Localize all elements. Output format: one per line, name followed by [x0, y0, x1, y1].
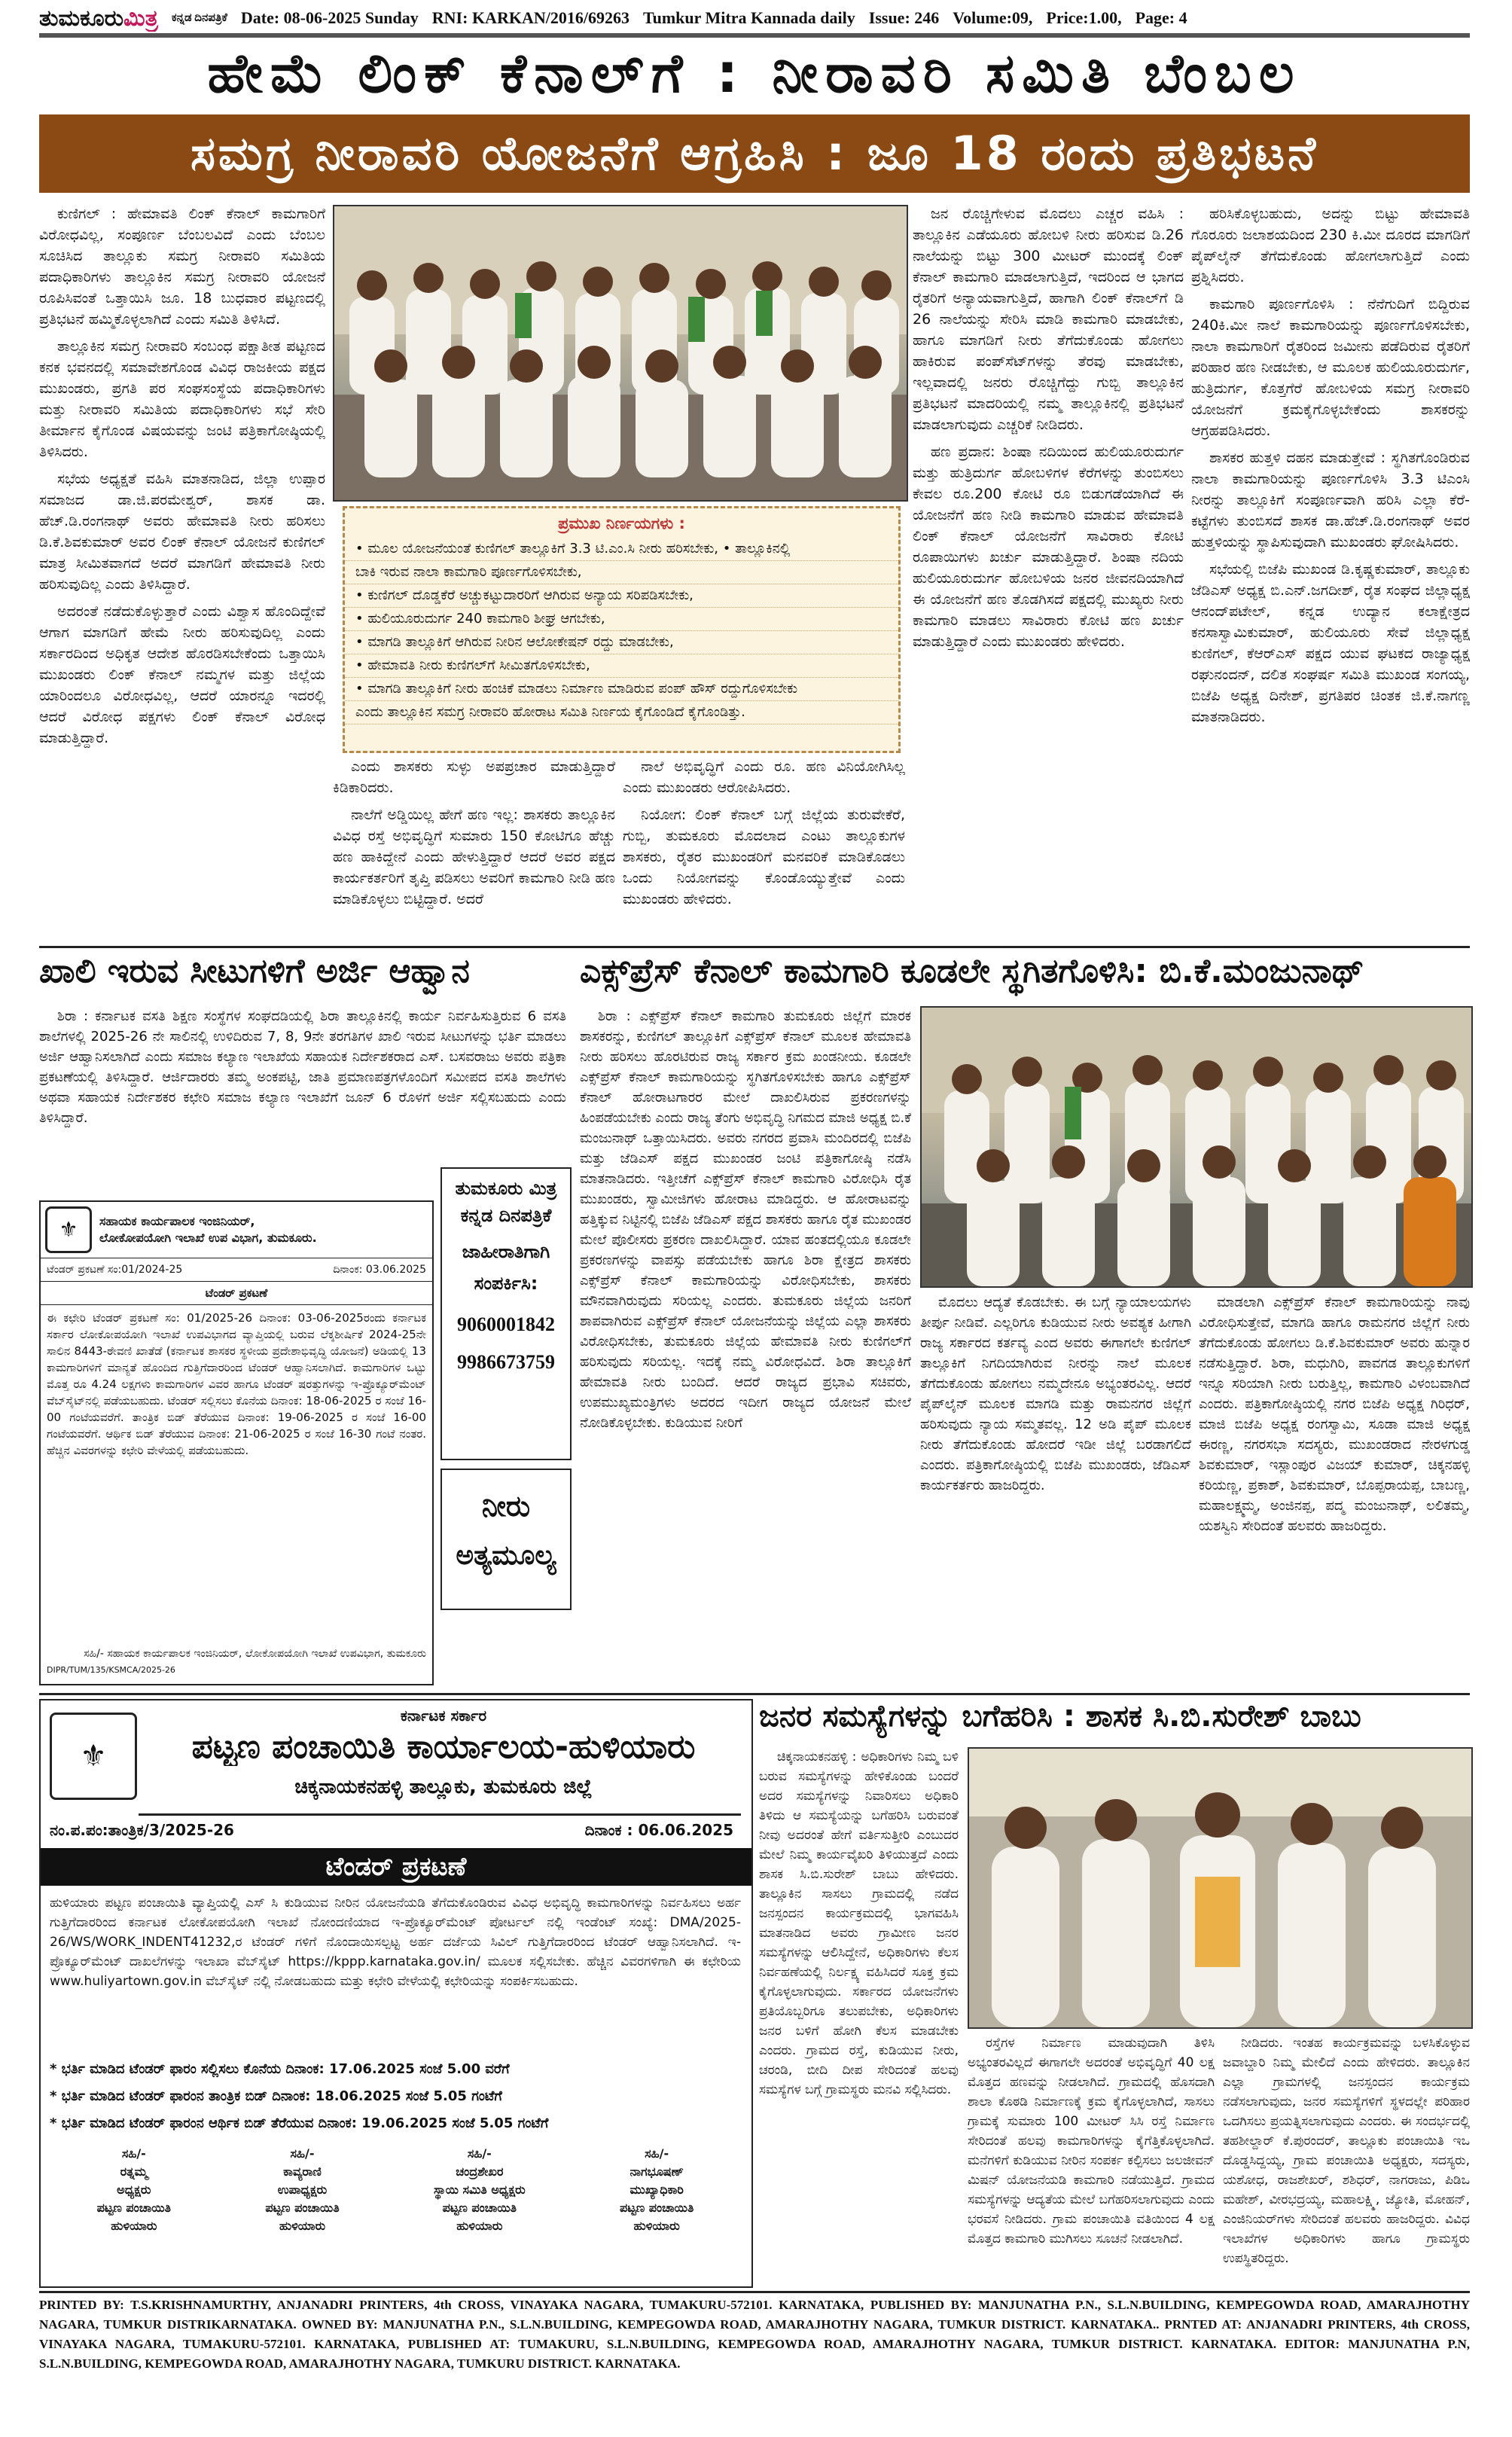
- paragraph: ಎಂದು ಶಾಸಕರು ಸುಳ್ಳು ಅಪಪ್ರಚಾರ ಮಾಡುತ್ತಿದ್ದಾರೆ ಕಿಡಿಕಾರಿದರು.: [333, 758, 615, 796]
- event-photo-figures: [969, 1749, 1471, 2027]
- paragraph: ನಿಯೋಗ: ಲಿಂಕ್ ಕೆನಾಲ್ ಬಗ್ಗೆ ಜಿಲ್ಲೆಯ ತುರುವೇಕೆರೆ, ಗುಬ್ಬಿ, ತುಮಕೂರು ಮೊದಲಾದ ಎಂಟು ತಾಲ್ಲೂಕುಗಳ ಶಾಸಕರು, ರೈತರ ಮುಖಂಡರಿಗೆ ಮನವರಿಕೆ ಮಾಡಿಕೊಡಲು ಒಂದು ನಿಯೋಗವನ್ನು ಕೊಂಡೊಯ್ಯುತ್ತೇವೆ ಎಂದು ಮುಖಂಡರು ಹೇಳಿದರು.: [623, 807, 905, 907]
- paragraph: ಶಿರಾ : ಎಕ್ಸ್‌ಪ್ರೆಸ್ ಕೆನಾಲ್ ಕಾಮಗಾರಿ ತುಮಕೂರು ಜಿಲ್ಲೆಗೆ ಮಾರಕ ಶಾಸಕರನ್ನು, ಕುಣಿಗಲ್ ತಾಲ್ಲೂಕಿಗೆ ಎಕ್ಸ್‌ಪ್ರೆಸ್ ಕೆನಾಲ್ ಮೂಲಕ ಹೇಮಾವತಿ ನೀರು ಹರಿಸಲು ಹೊರಟಿರುವ ರಾಜ್ಯ ಸರ್ಕಾರ ಕ್ರಮ ಖಂಡನೀಯ. ಕೂಡಲೇ ಎಕ್ಸ್‌ಪ್ರೆಸ್ ಕೆನಾಲ್ ಕಾಮಗಾರಿಯನ್ನು ಸ್ಥಗಿತಗೊಳಿಸಬೇಕು ಹಾಗೂ ಎಕ್ಸ್‌ಪ್ರೆಸ್ ಕೆನಾಲ್ ಹೋರಾಟಗಾರರ ಮೇಲೆ ದಾಖಲಿಸಿರುವ ಪ್ರಕರಣಗಳನ್ನು ಹಿಂಪಡೆಯಬೇಕು ಎಂದು ರಾಜ್ಯ ತೆಂಗು ಅಭಿವೃದ್ಧಿ ನಿಗಮದ ಮಾಜಿ ಅಧ್ಯಕ್ಷ ಬಿ.ಕೆ ಮಂಜುನಾಥ್ ಒತ್ತಾಯಿಸಿದರು. ಅವರು ನಗರದ ಪ್ರವಾಸಿ ಮಂದಿರದಲ್ಲಿ ಬಿಜೆಪಿ ಮತ್ತು ಜೆಡಿಎಸ್ ಪಕ್ಷದ ಮುಖಂಡರ ಜಂಟಿ ಪತ್ರಿಕಾಗೋಷ್ಠಿ ನಡೆಸಿ ಮಾತನಾಡಿದರು. ಇತ್ತೀಚೆಗೆ ಎಕ್ಸ್‌ಪ್ರೆಸ್ ಕೆನಾಲ್ ಕಾಮಗಾರಿ ವಿರೋಧಿಸಿ ರೈತ ಮುಖಂಡರು, ಸ್ವಾಮೀಜಿಗಳು ಹೋರಾಟ ಮಾಡಿದ್ದರು. ಆ ಹೋರಾಟವನ್ನು ಹತ್ತಿಕ್ಕುವ ನಿಟ್ಟಿನಲ್ಲಿ ಬಿಜೆಪಿ ಜೆಡಿಎಸ್ ಪಕ್ಷದ ಶಾಸಕರು ಹಾಗೂ ರೈತ ಮುಖಂಡರ ಮೇಲೆ ಪೊಲೀಸರು ಪ್ರಕರಣ ದಾಖಲಿಸಿದ್ದಾರೆ. ಯಾವ ಹಂತದಲ್ಲಿಯೂ ಕೂಡಲೇ ಪ್ರಕರಣಗಳನ್ನು ವಾಪಸ್ಸು ಪಡೆಯಬೇಕು ಹಾಗೂ ಶಿರಾ ಕ್ಷೇತ್ರದ ಶಾಸಕರು ಎಕ್ಸ್‌ಪ್ರೆಸ್ ಕೆನಾಲ್ ಕಾಮಗಾರಿಯನ್ನು ವಿರೋಧಿಸಬೇಕು, ಶಾಸಕರು ಮೌನವಾಗಿರುವುದು ಸರಿಯಲ್ಲ ಎಂದರು. ತುಮಕೂರು ಜಿಲ್ಲೆಯ ಜನರಿಗೆ ಶಾಪವಾಗಿರುವ ಎಕ್ಸ್‌ಪ್ರೆಸ್ ಕೆನಾಲ್ ಯೋಜನೆಯನ್ನು ಜಿಲ್ಲೆಯ ಎಲ್ಲಾ ಶಾಸಕರು ವಿರೋಧಿಸಬೇಕು, ತುಮಕೂರು ಜಿಲ್ಲೆಯ ಹೇಮಾವತಿ ನೀರು ಕುಣಿಗಲ್‌ಗೆ ಹರಿಸುವುದು ಸರಿಯಲ್ಲ. ಇದಕ್ಕೆ ನಮ್ಮ ವಿರೋಧವಿದೆ. ಶಿರಾ ತಾಲ್ಲೂಕಿಗೆ ಹೇಮಾವತಿ ನೀರು ಬಂದಿದೆ. ಆದರೆ ರಾಜ್ಯದ ಪ್ರಭಾವಿ ಸಚಿವರು, ಉಪಮುಖ್ಯಮಂತ್ರಿಗಳು ಅದರದ ಇದೀಗ ರಾಜ್ಯದ ಯೋಜನೆ ಮೇಲೆ ನೋಡಿಕೊಳ್ಳಬೇಕು. ಕುಡಿಯುವ ನೀರಿಗೆ: [580, 1008, 911, 1431]
- masthead-date: Date: 08-06-2025 Sunday: [240, 8, 419, 27]
- lead-column-5: [1191, 203, 1470, 941]
- paragraph: ರಸ್ತೆಗಳ ನಿರ್ಮಾಣ ಮಾಡುವುದಾಗಿ ತಿಳಿಸಿ ಅಭ್ಯಂತರವಿಲ್ಲದೆ ಈಗಾಗಲೇ ಅದರಂತೆ ಅಭಿವೃದ್ಧಿಗೆ 40 ಲಕ್ಷ ಮೊತ್ತದ ಹಣವನ್ನು ನೀಡಲಾಗಿದೆ. ಗ್ರಾಮದಲ್ಲಿ ಹೊಸದಾಗಿ ಶಾಲಾ ಕೊಠಡಿ ನಿರ್ಮಾಣಕ್ಕೆ ಕ್ರಮ ಕೈಗೊಳ್ಳಲಾಗಿದೆ, ಸಾಸಲು ಗ್ರಾಮಕ್ಕೆ ಸುಮಾರು 100 ಮೀಟರ್ ಸಿಸಿ ರಸ್ತೆ ನಿರ್ಮಾಣ ಸೇರಿದಂತೆ ಹಲವು ಕಾಮಗಾರಿಗಳನ್ನು ಕೈಗೆತ್ತಿಕೊಳ್ಳಲಾಗಿದೆ. ಮನೆಗಳಿಗೆ ಕುಡಿಯುವ ನೀರಿನ ಸಂಪರ್ಕ ಕಲ್ಪಿಸಲು ಜಲಜೀವನ್ ಮಿಷನ್ ಯೋಜನೆಯಡಿ ಕಾಮಗಾರಿ ನಡೆಯುತ್ತಿದೆ. ಗ್ರಾಮದ ಸಮಸ್ಯೆಗಳನ್ನು ಆದ್ಯತೆಯ ಮೇಲೆ ಬಗೆಹರಿಸಲಾಗುವುದು ಎಂದು ಭರವಸೆ ನೀಡಿದರು. ಗ್ರಾಮ ಪಂಚಾಯಿತಿ ವತಿಯಿಂದ 4 ಲಕ್ಷ ಮೊತ್ತದ ಕಾಮಗಾರಿ ಮುಗಿಸಲು ಸೂಚನೆ ನೀಡಲಾಗಿದೆ.: [968, 2036, 1215, 2246]
- tender-date: ದಿನಾಂಕ : 06.06.2025: [584, 1821, 733, 1839]
- masthead-issue: Issue: 246: [868, 8, 940, 27]
- signatory: ಸಹಿ/- ಕಾವ್ಯರಾಣಿ ಉಪಾಧ್ಯಕ್ಷರು ಪಟ್ಟಣ ಪಂಚಾಯಿತಿ ಹುಳಿಯಾರು: [265, 2146, 340, 2233]
- decision-item: ಬಾಕಿ ಇರುವ ನಾಲಾ ಕಾಮಗಾರಿ ಪೂರ್ಣಗೊಳಿಸಬೇಕು,: [345, 561, 898, 584]
- lead-column-1: [39, 203, 325, 941]
- notice-title: ಟೆಂಡರ್ ಪ್ರಕಟಣೆ: [41, 1282, 432, 1305]
- masthead-rule: [39, 33, 1470, 38]
- ad-phone-2: 9986673759: [457, 1351, 555, 1373]
- tender-date-line: * ಭರ್ತಿ ಮಾಡಿದ ಟೆಂಡರ್ ಫಾರಂನ ತಾಂತ್ರಿಕ ಬಿಡ್ ದಿನಾಂಕ: 18.06.2025 ಸಂಜೆ 5.05 ಗಂಟೆಗೆ: [50, 2088, 502, 2104]
- lead-column-4: [913, 203, 1184, 941]
- notice-department: ಲೋಕೋಪಯೋಗಿ ಇಲಾಖೆ ಉಪ ವಿಭಾಗ, ತುಮಕೂರು.: [99, 1231, 317, 1245]
- paragraph: ಸಭೆಯ ಅಧ್ಯಕ್ಷತೆ ವಹಿಸಿ ಮಾತನಾಡಿದ, ಜಿಲ್ಲಾ ಉಪ್ಪಾರ ಸಮಾಜದ ಡಾ.ಜಿ.ಪರಮೇಶ್ವರ್, ಶಾಸಕ ಡಾ. ಹೆಚ್.ಡಿ.ರಂಗನಾಥ್ ಅವರು ಹೇಮಾವತಿ ನೀರು ಹರಿಸಲು ಡಿ.ಕೆ.ಶಿವಕುಮಾರ್ ಅವರ ಲಿಂಕ್ ಕೆನಾಲ್ ಯೋಜನೆ ಕುಣಿಗಲ್ ಮಾತ್ರ ಸೀಮಿತವಾಗದೆ ಅದರೆ ಮಾಗಡಿಗೆ ಹೇಮಾವತಿ ನೀರು ಹರಿಸುವುದಿಲ್ಲ ಎಂದು ತಿಳಿಸಿದ್ದಾರೆ.: [39, 471, 325, 593]
- paragraph: ನಾಲೆಗೆ ಅಡ್ಡಿಯಿಲ್ಲ ಹೇಗೆ ಹಣ ಇಲ್ಲ: ಶಾಸಕರು ತಾಲ್ಲೂಕಿನ ವಿವಿಧ ರಸ್ತೆ ಅಭಿವೃದ್ಧಿಗೆ ಸುಮಾರು 150 ಕೋಟಿಗೂ ಹೆಚ್ಚು ಹಣ ಹಾಕಿದ್ದೇನೆ ಎಂದು ಹೇಳುತ್ತಿದ್ದಾರೆ ಆದರೆ ಅವರ ಪಕ್ಷದ ಕಾರ್ಯಕರ್ತರಿಗೆ ತೃಪ್ತಿ ಪಡಿಸಲು ಅವರಿಗೆ ಕಾಮಗಾರಿ ನೀಡಿ ಹಣ ಮಾಡಿಕೊಳ್ಳಲು ಬಿಟ್ಟಿದ್ದಾರೆ. ಅದರೆ: [333, 807, 615, 907]
- section-divider: [39, 1693, 1470, 1695]
- paragraph: ಅದರಂತೆ ನಡೆದುಕೊಳ್ಳುತ್ತಾರೆ ಎಂದು ವಿಶ್ವಾಸ ಹೊಂದಿದ್ದೇವೆ ಆಗಾಗ ಮಾಗಡಿಗೆ ಹೇಮೆ ನೀರು ಹರಿಸುವುದಿಲ್ಲ ಎಂದು ಸರ್ಕಾರದಿಂದ ಅಧಿಕೃತ ಆದೇಶ ಹೊರಡಿಸಬೇಕೆಂದು ಒತ್ತಾಯಿಸಿ ಮುಖಂಡರು ಲಿಂಕ್ ಕೆನಾಲ್ ನಮ್ಮಗಳ ಮತ್ತು ಜಿಲ್ಲೆಯ ಯಾರಿಂದಲೂ ವಿರೋಧವಿಲ್ಲ, ಆದರೆ ಯಾರನ್ನೂ ಇದರಲ್ಲಿ ಆದರೆ ವಿರೋಧ ಪಕ್ಷಗಳು ಲಿಂಕ್ ಕೆನಾಲ್ ವಿರೋಧ ಮಾಡುತ್ತಿದ್ದಾರೆ.: [39, 603, 325, 746]
- lead-banner: ಸಮಗ್ರ ನೀರಾವರಿ ಯೋಜನೆಗೆ ಆಗ್ರಹಿಸಿ : ಜೂ 18 ರಂದು ಪ್ರತಿಭಟನೆ: [39, 114, 1470, 193]
- lead-headline: ಹೇಮೆ ಲಿಂಕ್ ಕೆನಾಲ್‌ಗೆ : ನೀರಾವರಿ ಸಮಿತಿ ಬೆಂಬಲ: [207, 41, 1302, 105]
- decision-item: • ಮೂಲ ಯೋಜನೆಯಂತೆ ಕುಣಿಗಲ್ ತಾಲ್ಲೂಕಿಗೆ 3.3 ಟಿ.ಎಂ.ಸಿ ನೀರು ಹರಿಸಬೇಕು, • ತಾಲ್ಲೂಕಿನಲ್ಲಿ: [345, 538, 898, 561]
- express-photo-figures: [922, 1008, 1471, 1286]
- notice-signature: ಸಹಿ/- ಸಹಾಯಕ ಕಾರ್ಯಪಾಲಕ ಇಂಜಿನಿಯರ್, ಲೋಕೋಪಯೋಗಿ ಇಲಾಖೆ ಉಪವಿಭಾಗ, ತುಮಕೂರು: [84, 1648, 426, 1660]
- paragraph: ಕಾಮಗಾರಿ ಪೂರ್ಣಗೊಳಿಸಿ : ನೆನೆಗುದಿಗೆ ಬಿದ್ದಿರುವ 240ಕಿ.ಮೀ ನಾಲೆ ಕಾಮಗಾರಿಯನ್ನು ಪೂರ್ಣಗೊಳಿಸಬೇಕು, ನಾಲಾ ಕಾಮಗಾರಿಗೆ ರೈತರಿಂದ ಜಮೀನು ಪಡೆದಿರುವ ರೈತರಿಗೆ ಪರಿಹಾರ ಹಣ ನೀಡಬೇಕು, ಆ ಮೂಲಕ ಹುಲಿಯೂರುದುರ್ಗ, ಹುತ್ರಿದುರ್ಗ, ಕೊತ್ತಗೆರೆ ಹೋಬಳಿಯ ಸಮಗ್ರ ನೀರಾವರಿ ಯೋಜನೆಗೆ ಕ್ರಮಕೈಗೊಳ್ಳಬೇಕೆಂದು ಶಾಸಕರನ್ನು ಆಗ್ರಹಪಡಿಸಿದರು.: [1191, 296, 1470, 439]
- suresh-headline: ಜನರ ಸಮಸ್ಯೆಗಳನ್ನು ಬಗೆಹರಿಸಿ : ಶಾಸಕ ಸಿ.ಬಿ.ಸುರೇಶ್ ಬಾಬು: [759, 1699, 1361, 1734]
- ad-paper-name: ತುಮಕೂರು ಮಿತ್ರ: [455, 1178, 557, 1199]
- seats-body: [39, 1006, 566, 1194]
- masthead-rni: RNI: KARKAN/2016/69263: [431, 8, 629, 27]
- paragraph: ಸಭೆಯಲ್ಲಿ ಬಿಜೆಪಿ ಮುಖಂಡ ಡಿ.ಕೃಷ್ಣಕುಮಾರ್, ತಾಲ್ಲೂಕು ಜೆಡಿಎಸ್ ಅಧ್ಯಕ್ಷ ಬಿ.ಎನ್.ಜಗದೀಶ್, ರೈತ ಸಂಘದ ಜಿಲ್ಲಾಧ್ಯಕ್ಷ ಆನಂದ್‌ಪಟೇಲ್, ಕನ್ನಡ ಉದ್ಯಾನ ಕಲಾಕ್ಷೇತ್ರದ ಕನಸಾಸ್ವಾಮಿಕುಮಾರ್, ಹುಲಿಯೂರು ಸೇವೆ ಜಿಲ್ಲಾಧ್ಯಕ್ಷ ಕುಣಿಗಲ್, ಕೆಆರ್‌ಎಸ್ ಪಕ್ಷದ ಯುವ ಘಟಕದ ರಾಜ್ಯಾಧ್ಯಕ್ಷ ರಘುನಂದನ್, ದಲಿತ ಸಂಘರ್ಷ ಸಮಿತಿ ಮುಖಂಡ ಸಂಗಯ್ಯ, ಬಿಜೆಪಿ ಅಧ್ಯಕ್ಷ ದಿನೇಶ್, ಪ್ರಗತಿಪರ ಚಿಂತಕ ಜಿ.ಕೆ.ನಾಗಣ್ಣ ಮಾತನಾಡಿದರು.: [1191, 561, 1470, 725]
- lead-group-photo: [333, 205, 908, 502]
- notice-office: ಸಹಾಯಕ ಕಾರ್ಯಪಾಲಕ ಇಂಜಿನಿಯರ್,: [99, 1214, 255, 1228]
- lead-column-2: [333, 756, 615, 941]
- lead-column-3: [623, 756, 905, 941]
- tender-date-line: * ಭರ್ತಿ ಮಾಡಿದ ಟೆಂಡರ್ ಫಾರಂನ ಆರ್ಥಿಕ ಬಿಡ್ ತೆರೆಯುವ ದಿನಾಂಕ: 19.06.2025 ಸಂಜೆ 5.05 ಗಂಟೆಗೆ: [50, 2115, 549, 2131]
- paragraph: ಕುಣಿಗಲ್ : ಹೇಮಾವತಿ ಲಿಂಕ್ ಕೆನಾಲ್ ಕಾಮಗಾರಿಗೆ ವಿರೋಧವಿಲ್ಲ, ಸಂಪೂರ್ಣ ಬೆಂಬಲವಿದೆ ಎಂದು ಬೆಂಬಲ ಸೂಚಿಸಿದ ತಾಲ್ಲೂಕು ಸಮಗ್ರ ನೀರಾವರಿ ಸಮಿತಿಯ ಪದಾಧಿಕಾರಿಗಳು ತಾಲ್ಲೂಕಿನ ಸಮಗ್ರ ನೀರಾವರಿ ಯೋಜನೆ ರೂಪಿಸಿವಂತೆ ಒತ್ತಾಯಿಸಿ ಜೂ. 18 ಬುಧವಾರ ಪಟ್ಟಣದಲ್ಲಿ ಪ್ರತಿಭಟನೆ ಹಮ್ಮಿಕೊಳ್ಳಲಾಗಿದೆ ಎಂದು ಸಮಿತಿ ತಿಳಿಸಿದೆ.: [39, 206, 325, 328]
- slogan-line-1: ನೀರು: [481, 1490, 531, 1523]
- suresh-column-3: [1223, 2033, 1470, 2288]
- express-column-2: [920, 1292, 1191, 1759]
- notice-ref: ಟೆಂಡರ್ ಪ್ರಕಟಣೆ ಸಂ:01/2024-25: [47, 1264, 183, 1276]
- decision-item: ಎಂದು ತಾಲ್ಲೂಕಿನ ಸಮಗ್ರ ನೀರಾವರಿ ಹೋರಾಟ ಸಮಿತಿ ನಿರ್ಣಯ ಕೈಗೊಂಡಿದೆ ಕೈಗೊಂಡಿತ್ತು.: [345, 701, 898, 724]
- paragraph: ಜನ ರೊಚ್ಚಿಗೇಳುವ ಮೊದಲು ಎಚ್ಚರ ವಹಿಸಿ : ತಾಲ್ಲೂಕಿನ ಎಡೆಯೂರು ಹೋಬಳಿ ನೀರು ಹರಿಸುವ ಡಿ.26 ನಾಲೆಯನ್ನು ಬಿಟ್ಟು 300 ಮೀಟರ್ ಮುಂದಕ್ಕೆ ಲಿಂಕ್ ಕೆನಾಲ್ ಕಾಮಗಾರಿ ಮಾಡಲಾಗುತ್ತಿದೆ, ಇದರಿಂದ ಆ ಭಾಗದ ರೈತರಿಗೆ ಅನ್ಯಾಯವಾಗುತ್ತಿದೆ, ಹಾಗಾಗಿ ಲಿಂಕ್ ಕೆನಾಲ್‌ಗೆ ಡಿ 26 ನಾಲೆಯನ್ನು ಸೇರಿಸಿ ಮಾಡಿ ಕಾಮಗಾರಿ ಮಾಡಬೇಕು, ಹಾಗೂ ಮಾಗಡಿಗೆ ನೀರು ತೆಗೆದುಕೊಂಡು ಹೋಗಲು ಹಾಕಿರುವ ಪಂಪ್‌ಸೆಟ್‌ಗಳನ್ನು ತೆರವು ಮಾಡಬೇಕು, ಇಲ್ಲವಾದಲ್ಲಿ ಜನರು ರೊಚ್ಚಿಗೆದ್ದು ಗುಬ್ಬಿ ತಾಲ್ಲೂಕಿನ ಪ್ರತಿಭಟನೆ ಮಾದರಿಯಲ್ಲಿ ನಮ್ಮ ತಾಲ್ಲೂಕಿನಲ್ಲಿ ಪ್ರತಿಭಟನೆ ಮಾಡಲಾಗುವುದು ಎಚ್ಚರಿಕೆ ನೀಡಿದರು.: [913, 206, 1184, 433]
- masthead: [39, 5, 1470, 32]
- paragraph: ತಾಲ್ಲೂಕಿನ ಸಮಗ್ರ ನೀರಾವರಿ ಸಂಬಂಧ ಪಕ್ಷಾತೀತ ಪಟ್ಟಣದ ಕನಕ ಭವನದಲ್ಲಿ ಸಮಾವೇಶಗೊಂಡ ವಿವಿಧ ರಾಜಕೀಯ ಪಕ್ಷದ ಮುಖಂಡರು, ಪ್ರಗತಿ ಪರ ಸಂಘಸಂಸ್ಥೆಯ ಪದಾಧಿಕಾರಿಗಳು ಮತ್ತು ನೀರಾವರಿ ಸಮಿತಿಯ ಪದಾಧಿಕಾರಿಗಳು ಸಭೆ ಸೇರಿ ತೀರ್ಮಾನ ಕೈಗೊಂಡ ವಿಷಯವನ್ನು ಜಂಟಿ ಪತ್ರಿಕಾಗೋಷ್ಠಿಯಲ್ಲಿ ತಿಳಿಸಿದರು.: [39, 338, 325, 460]
- decisions-title: ಪ್ರಮುಖ ನಿರ್ಣಯಗಳು :: [558, 514, 685, 532]
- masthead-logo: ತುಮಕೂರುಮಿತ್ರ: [39, 5, 158, 32]
- tender-title: ಟೆಂಡರ್ ಪ್ರಕಟಣೆ: [41, 1848, 751, 1886]
- ad-label: ಜಾಹೀರಾತಿಗಾಗಿ: [462, 1241, 550, 1262]
- huliyar-tender-notice: [39, 1699, 753, 2288]
- group-photo-figures: [334, 206, 907, 500]
- masthead-paper: Tumkur Mitra Kannada daily: [642, 8, 855, 27]
- masthead-price: Price:1.00,: [1046, 8, 1122, 27]
- section-divider: [39, 946, 1470, 948]
- signatory: ಸಹಿ/- ರತ್ನಮ್ಮ ಅಧ್ಯಕ್ಷರು ಪಟ್ಟಣ ಪಂಚಾಯಿತಿ ಹುಳಿಯಾರು: [96, 2146, 172, 2233]
- tender-office: ಪಟ್ಟಣ ಪಂಚಾಯಿತಿ ಕಾರ್ಯಾಲಯ-ಹುಳಿಯಾರು: [191, 1728, 696, 1766]
- notice-code: DIPR/TUM/135/KSMCA/2025-26: [47, 1665, 175, 1675]
- decision-item: • ಮಾಗಡಿ ತಾಲ್ಲೂಕಿಗೆ ನೀರು ಹಂಚಿಕೆ ಮಾಡಲು ನಿರ್ಮಾಣ ಮಾಡಿರುವ ಪಂಪ್ ಹೌಸ್ ರದ್ದುಗೊಳಿಸಬೇಕು: [345, 678, 898, 701]
- notice-body: ಈ ಕಛೇರಿ ಟೆಂಡರ್ ಪ್ರಕಟಣೆ ಸಂ: 01/2025-26 ದಿನಾಂಕ: 03-06-2025ರಂದು ಕರ್ನಾಟಕ ಸರ್ಕಾರ ಲೋಕೋಪಯೋಗಿ ಇಲಾಖೆ ಉಪವಿಭಾಗದ ವ್ಯಾಪ್ತಿಯಲ್ಲಿ ಬರುವ ಲೆಕ್ಕಶೀರ್ಷಿಕೆ 2024-25ನೇ ಸಾಲಿನ 8443-ಠೇವಣಿ ಖಾತೆಡೆ (ಕರ್ನಾಟಕ ಶಾಸಕರ ಸ್ಥಳೀಯ ಪ್ರದೇಶಾಭಿವೃದ್ಧಿ ಯೋಜನೆ) ಅಡಿಯಲ್ಲಿ 13 ಕಾಮಗಾರಿಗಳಿಗೆ ಮಾನ್ಯತೆ ಹೊಂದಿದ ಗುತ್ತಿಗೆದಾರರಿಂದ ಟೆಂಡರ್ ಆಹ್ವಾನಿಸಲಾಗಿದೆ. ಕಾಮಗಾರಿಗಳ ಒಟ್ಟು ಮೊತ್ತ ರೂ 4.24 ಲಕ್ಷಗಳು ಕಾಮಗಾರಿಗಳ ವಿವರ ಹಾಗೂ ಟೆಂಡರ್ ಷರತ್ತುಗಳನ್ನು ಇ-ಪ್ರೊಕ್ಯೂರ್‌ಮೆಂಟ್ ವೆಬ್‌ಸೈಟ್‌ನಲ್ಲಿ ಪಡೆಯಬಹುದು. ಟೆಂಡರ್ ಸಲ್ಲಿಸಲು ಕೊನೆಯ ದಿನಾಂಕ: 18-06-2025 ರ ಸಂಜೆ 16-00 ಗಂಟೆಯವರೆಗೆ. ತಾಂತ್ರಿಕ ಬಿಡ್ ತೆರೆಯುವ ದಿನಾಂಕ: 19-06-2025 ರ ಸಂಜೆ 16-00 ಗಂಟೆಯವರೆಗೆ. ಆರ್ಥಿಕ ಬಿಡ್ ತೆರೆಯುವ ದಿನಾಂಕ: 21-06-2025 ರ ಸಂಜೆ 16-30 ಗಂಟೆ ನಂತರ. ಹೆಚ್ಚಿನ ವಿವರಗಳನ್ನು ಕಛೇರಿ ವೇಳೆಯಲ್ಲಿ ಪಡೆಯಬಹುದು.: [47, 1311, 426, 1457]
- government-seal-icon: ⚜: [45, 1206, 92, 1253]
- decision-item: • ಕುಣಿಗಲ್ ದೊಡ್ಡಕೆರೆ ಅಚ್ಚುಕಟ್ಟುದಾರರಿಗೆ ಆಗಿರುವ ಅನ್ಯಾಯ ಸರಿಪಡಿಸಬೇಕು,: [345, 584, 898, 608]
- paragraph: ಮೊದಲು ಆದ್ಯತೆ ಕೊಡಬೇಕು. ಈ ಬಗ್ಗೆ ನ್ಯಾಯಾಲಯಗಳು ತೀರ್ಪು ನೀಡಿವೆ. ಎಲ್ಲರಿಗೂ ಕುಡಿಯುವ ನೀರು ಅವಶ್ಯಕ ಹೀಗಾಗಿ ರಾಜ್ಯ ಸರ್ಕಾರದ ಕರ್ತವ್ಯ ಎಂದ ಅವರು ಈಗಾಗಲೇ ಕುಣಿಗಲ್ ತಾಲ್ಲೂಕಿಗೆ ನಿಗದಿಯಾಗಿರುವ ನೀರನ್ನು ನಾಲೆ ಮೂಲಕ ತೆಗೆದುಕೊಂಡು ಹೋಗಲು ನಮ್ಮದೇನೂ ಅಭ್ಯಂತರವಿಲ್ಲ. ಆದರೆ ಪೈಪ್‌ಲೈನ್ ಮೂಲಕ ಮಾಗಡಿ ಮತ್ತು ರಾಮನಗರ ಜಿಲ್ಲೆಗೆ ಹರಿಸುವುದು ನ್ಯಾಯ ಸಮ್ಮತವಲ್ಲ. 12 ಅಡಿ ಪೈಪ್ ಮೂಲಕ ನೀರು ತೆಗೆದುಕೊಂಡು ಹೋದರೆ ಇಡೀ ಜಿಲ್ಲೆ ಬರಡಾಗಲಿದೆ ಎಂದರು. ಪತ್ರಿಕಾಗೋಷ್ಠಿಯಲ್ಲಿ ಬಿಜೆಪಿ ಮುಖಂಡರು, ಜೆಡಿಎಸ್ ಕಾರ್ಯಕರ್ತರು ಹಾಜರಿದ್ದರು.: [920, 1295, 1191, 1493]
- pwd-tender-notice: [39, 1200, 434, 1685]
- decision-item: • ಹೇಮಾವತಿ ನೀರು ಕುಣಿಗಲ್‌ಗೆ ಸೀಮಿತಗೊಳಿಸಬೇಕು,: [345, 654, 898, 678]
- tender-gov: ಕರ್ನಾಟಕ ಸರ್ಕಾರ: [400, 1707, 487, 1725]
- paragraph: ಶಾಸಕರ ಹುತ್ತಳಿ ದಹನ ಮಾಡುತ್ತೇವೆ : ಸ್ಥಗಿತಗೊಂಡಿರುವ ನಾಲಾ ಕಾಮಗಾರಿಯನ್ನು ಪೂರ್ಣಗೊಳಿಸಿ 3.3 ಟಿಎಂಸಿ ನೀರನ್ನು ತಾಲ್ಲೂಕಿಗೆ ಸಂಪೂರ್ಣವಾಗಿ ಹರಿಸಿ ಎಲ್ಲಾ ಕೆರೆ-ಕಟ್ಟೆಗಳು ತುಂಬಿಸದೆ ಶಾಸಕ ಡಾ.ಹೆಚ್.ಡಿ.ರಂಗನಾಥ್ ಅವರ ಹುತ್ತಳಿಯನ್ನು ಸ್ಥಾಪಿಸುವುದಾಗಿ ಮುಖಂಡರು ಘೋಷಿಸಿದರು.: [1191, 450, 1470, 551]
- ad-paper-tag: ಕನ್ನಡ ದಿನಪತ್ರಿಕೆ: [460, 1205, 552, 1226]
- ad-contact-label: ಸಂಪರ್ಕಿಸಿ:: [474, 1273, 538, 1294]
- paragraph: ನೀಡಿದರು. ಇಂತಹ ಕಾರ್ಯಕ್ರಮವನ್ನು ಬಳಸಿಕೊಳ್ಳುವ ಜವಾಬ್ದಾರಿ ನಿಮ್ಮ ಮೇಲಿದೆ ಎಂದು ಹೇಳಿದರು. ತಾಲ್ಲೂಕಿನ ಎಲ್ಲಾ ಗ್ರಾಮಗಳಲ್ಲಿ ಜನಸ್ಪಂದನ ಕಾರ್ಯಕ್ರಮ ನಡೆಸಲಾಗುವುದು, ಜನರ ಸಮಸ್ಯೆಗಳಿಗೆ ಸ್ಥಳದಲ್ಲೇ ಪರಿಹಾರ ಒದಗಿಸಲು ಪ್ರಯತ್ನಿಸಲಾಗುವುದು ಎಂದರು. ಈ ಸಂದರ್ಭದಲ್ಲಿ ತಹಶೀಲ್ದಾರ್ ಕೆ.ಪುರಂದರ್, ತಾಲ್ಲೂಕು ಪಂಚಾಯಿತಿ ಇಒ ದೊಡ್ಡಸಿದ್ದಯ್ಯ, ಗ್ರಾಮ ಪಂಚಾಯಿತಿ ಅಧ್ಯಕ್ಷರು, ಸದಸ್ಯರು, ಯಶೋಧ, ರಾಜಶೇಖರ್, ಶಶಿಧರ್, ನಾಗರಾಜು, ಪಿಡಿಒ ಮಹೇಶ್, ವೀರಭದ್ರಯ್ಯ, ಮಹಾಲಕ್ಷ್ಮಿ, ಜ್ಯೋತಿ, ಮೋಹನ್, ಎಂಜಿನಿಯರ್‌ಗಳು ಸೇರಿದಂತೆ ಹಲವರು ಹಾಜರಿದ್ದರು. ವಿವಿಧ ಇಲಾಖೆಗಳ ಅಧಿಕಾರಿಗಳು ಹಾಗೂ ಗ್ರಾಮಸ್ಥರು ಉಪಸ್ಥಿತರಿದ್ದರು.: [1223, 2036, 1470, 2266]
- seats-headline: ಖಾಲಿ ಇರುವ ಸೀಟುಗಳಿಗೆ ಅರ್ಜಿ ಆಹ್ವಾನ: [39, 952, 470, 990]
- express-column-3: [1199, 1292, 1470, 1759]
- masthead-page: Page: 4: [1135, 8, 1187, 27]
- tender-date-line: * ಭರ್ತಿ ಮಾಡಿದ ಟೆಂಡರ್ ಫಾರಂ ಸಲ್ಲಿಸಲು ಕೊನೆಯ ದಿನಾಂಕ: 17.06.2025 ಸಂಜೆ 5.00 ವರೆಗೆ: [50, 2061, 510, 2077]
- signatory: ಸಹಿ/- ಚಂದ್ರಶೇಖರ ಸ್ಥಾಯಿ ಸಮಿತಿ ಅಧ್ಯಕ್ಷರು ಪಟ್ಟಣ ಪಂಚಾಯಿತಿ ಹುಳಿಯಾರು: [434, 2146, 526, 2233]
- water-slogan-box: [440, 1469, 572, 1610]
- suresh-event-photo: [968, 1747, 1473, 2029]
- imprint-footer: PRINTED BY: T.S.KRISHNAMURTHY, ANJANADRI PRINTERS, 4th CROSS, VINAYAKA NAGARA, TUMAKURU-572101. KARNATAKA, PUBLISHED BY: MANJUNATHA P.N., S.L.N.BUILDING, KEMPEGOWDA ROAD, AMARAJHOTHY NAGARA, TUMKUR DISTRIKARNATAKA. OWNED BY: MANJUNATHA P.N., S.L.N.BUILDING, KEMPEGOWDA ROAD, AMARAJHOTHY NAGARA, TUMKUR DISTRICT. KARNATAKA.. PRNTED AT: ANJANADRI PRINTERS, 4th CROSS, VINAYAKA NAGARA, TUMAKURU-572101. KARNATAKA, PUBLISHED AT: TUMAKURU, S.L.N.BUILDING, KEMPEGOWDA ROAD, AMARAJHOTHY NAGARA, TUMKUR DISTRICT. KARNATAKA. EDITOR: MANJUNATHA P.N, S.L.N.BUILDING, KEMPEGOWDA ROAD, AMARAJHOTHY NAGARA, TUMKURU DISTRICT. KARNATAKA.: [39, 2298, 1470, 2371]
- paragraph: ಚಿಕ್ಕನಾಯಕನಹಳ್ಳಿ : ಅಧಿಕಾರಿಗಳು ನಿಮ್ಮ ಬಳಿ ಬರುವ ಸಮಸ್ಯೆಗಳನ್ನು ಹೇಳಿಕೊಂಡು ಬಂದರೆ ಅದರ ಸಮಸ್ಯೆಗಳನ್ನು ನಿವಾರಿಸಲು ಅಧಿಕಾರಿ ತಿಳಿದು ಆ ಸಮಸ್ಯೆಯನ್ನು ಬಗೆಹರಿಸಿ ಬರುವಂತೆ ನೀವು ಅದರಂತೆ ಹೇಗೆ ವರ್ತಿಸುತ್ತೀರಿ ಎಂಬುದರ ಮೇಲೆ ನಿಮ್ಮ ಕಾರ್ಯವೈಖರಿ ತಿಳಿಯುತ್ತದೆ ಎಂದು ಶಾಸಕ ಸಿ.ಬಿ.ಸುರೇಶ್ ಬಾಬು ಹೇಳಿದರು. ತಾಲ್ಲೂಕಿನ ಸಾಸಲು ಗ್ರಾಮದಲ್ಲಿ ನಡೆದ ಜನಸ್ಪಂದನ ಕಾರ್ಯಕ್ರಮದಲ್ಲಿ ಭಾಗವಹಿಸಿ ಮಾತನಾಡಿದ ಅವರು ಗ್ರಾಮೀಣ ಜನರ ಸಮಸ್ಯೆಗಳನ್ನು ಆಲಿಸಿದ್ದೇನೆ, ಅಧಿಕಾರಿಗಳು ಕೆಲಸ ನಿರ್ವಹಣೆಯಲ್ಲಿ ನಿರ್ಲಕ್ಷ್ಯ ವಹಿಸಿದರೆ ಸೂಕ್ತ ಕ್ರಮ ಕೈಗೊಳ್ಳಲಾಗುವುದು. ಸರ್ಕಾರದ ಯೋಜನೆಗಳು ಪ್ರತಿಯೊಬ್ಬರಿಗೂ ತಲುಪಬೇಕು, ಅಧಿಕಾರಿಗಳು ಜನರ ಬಳಿಗೆ ಹೋಗಿ ಕೆಲಸ ಮಾಡಬೇಕು ಎಂದರು. ಗ್ರಾಮದ ರಸ್ತೆ, ಕುಡಿಯುವ ನೀರು, ಚರಂಡಿ, ಬೀದಿ ದೀಪ ಸೇರಿದಂತೆ ಹಲವು ಸಮಸ್ಯೆಗಳ ಬಗ್ಗೆ ಗ್ರಾಮಸ್ಥರು ಮನವಿ ಸಲ್ಲಿಸಿದರು.: [759, 1749, 959, 2097]
- suresh-column-2: [968, 2033, 1215, 2288]
- advertisement-box: [440, 1167, 572, 1460]
- paragraph: ಹರಿಸಿಕೊಳ್ಳಬಹುದು, ಅದನ್ನು ಬಿಟ್ಟು ಹೇಮಾವತಿ ಗೊರೂರು ಜಲಾಶಯದಿಂದ 230 ಕಿ.ಮೀ ದೂರದ ಮಾಗಡಿಗೆ ಪೈಪ್‌ಲೈನ್ ತೆಗೆದುಕೊಂಡು ಹೋಗಲಾಗುತ್ತಿದೆ ಎಂದು ಪ್ರಶ್ನಿಸಿದರು.: [1191, 206, 1470, 285]
- paragraph: ನಾಲೆ ಅಭಿವೃದ್ಧಿಗೆ ಎಂದು ರೂ. ಹಣ ವಿನಿಯೋಗಿಸಿಲ್ಲ ಎಂದು ಮುಖಂಡರು ಆರೋಪಿಸಿದರು.: [623, 758, 905, 796]
- karnataka-emblem-icon: ⚜: [50, 1713, 137, 1800]
- express-group-photo: [920, 1006, 1473, 1288]
- slogan-line-2: ಅತ್ಯಮೂಲ್ಯ: [456, 1540, 556, 1571]
- express-headline: ಎಕ್ಸ್‌ಪ್ರೆಸ್ ಕೆನಾಲ್ ಕಾಮಗಾರಿ ಕೂಡಲೇ ಸ್ಥಗಿತಗೊಳಿಸಿ: ಬಿ.ಕೆ.ಮಂಜುನಾಥ್: [580, 952, 1364, 990]
- paragraph: ಹಣ ಪ್ರದಾನ: ಶಿಂಷಾ ನದಿಯಿಂದ ಹುಲಿಯೂರುದುರ್ಗ ಮತ್ತು ಹುತ್ರಿದುರ್ಗ ಹೋಬಳಿಗಳ ಕೆರೆಗಳನ್ನು ತುಂಬಿಸಲು ಕೇವಲ ರೂ.200 ಕೋಟಿ ರೂ ಬಿಡುಗಡೆಯಾಗಿದೆ ಈ ಯೋಜನೆಗೆ ಹಣ ನೀಡಿ ಕಾಮಗಾರಿ ಮಾಡುವ ಹೇಮಾವತಿ ಲಿಂಕ್ ಕೆನಾಲ್ ಯೋಜನೆಗೆ ಸಾವಿರಾರು ಕೋಟಿ ರೂಪಾಯಿಗಳು ಖರ್ಚು ಮಾಡುತ್ತಿದ್ದಾರೆ. ಶಿಂಷಾ ನದಿಯ ಹುಲಿಯೂರುದುರ್ಗ ಹೋಬಳಿಯ ಜನರ ಜೀವನದಿಯಾಗಿದೆ ಈ ಯೋಜನೆಗೆ ಹಣ ತೊಡಗಿಸದೆ ಪಕ್ಷದಲ್ಲಿ ಮುಖ್ಯರು ನೀರು ಕಾಮಗಾರಿ ಮಾಡಲು ಸಾವಿರಾರು ಕೋಟಿ ಹಣ ಖರ್ಚು ಮಾಡುತ್ತಿದ್ದಾರೆ ಎಂದು ಮುಖಂಡರು ಹೇಳಿದರು.: [913, 444, 1184, 650]
- suresh-column-1: [759, 1747, 959, 2288]
- decision-item: • ಮಾಗಡಿ ತಾಲ್ಲೂಕಿಗೆ ಆಗಿರುವ ನೀರಿನ ಆಲೋಕೇಷನ್ ರದ್ದು ಮಾಡಬೇಕು,: [345, 631, 898, 654]
- masthead-tagline: ಕನ್ನಡ ದಿನಪತ್ರಿಕೆ: [171, 12, 227, 24]
- paragraph: ಶಿರಾ : ಕರ್ನಾಟಕ ವಸತಿ ಶಿಕ್ಷಣ ಸಂಸ್ಥೆಗಳ ಸಂಘದಡಿಯಲ್ಲಿ ಶಿರಾ ತಾಲ್ಲೂಕಿನಲ್ಲಿ ಕಾರ್ಯ ನಿರ್ವಹಿಸುತ್ತಿರುವ 6 ವಸತಿ ಶಾಲೆಗಳಲ್ಲಿ 2025-26 ನೇ ಸಾಲಿನಲ್ಲಿ ಉಳಿದಿರುವ 7, 8, 9ನೇ ತರಗತಿಗಳ ಖಾಲಿ ಇರುವ ಸೀಟುಗಳನ್ನು ಭರ್ತಿ ಮಾಡಲು ಅರ್ಜಿ ಆಹ್ವಾನಿಸಲಾಗಿದೆ ಎಂದು ಸಮಾಜ ಕಲ್ಯಾಣ ಇಲಾಖೆಯ ಸಹಾಯಕ ನಿರ್ದೇಶಕರಾದ ಎಸ್. ಬಸವರಾಜು ಅವರು ಪತ್ರಿಕಾ ಪ್ರಕಟಣೆಯಲ್ಲಿ ತಿಳಿಸಿದ್ದಾರೆ. ಆರ್ಜಿದಾರರು ತಮ್ಮ ಅಂಕಪಟ್ಟಿ, ಜಾತಿ ಪ್ರಮಾಣಪತ್ರಗಳೊಂದಿಗೆ ಸಮೀಪದ ವಸತಿ ಶಾಲೆಗಳು ಅಥವಾ ಸಹಾಯಕ ನಿರ್ದೇಶಕರ ಕಛೇರಿ ಸಮಾಜ ಕಲ್ಯಾಣ ಇಲಾಖೆಗೆ ಜೂನ್ 6 ರೊಳಗೆ ಅರ್ಜಿ ಸಲ್ಲಿಸಬಹುದು ಎಂದು ತಿಳಿಸಿದ್ದಾರೆ.: [39, 1008, 566, 1126]
- tender-body: ಹುಳಿಯಾರು ಪಟ್ಟಣ ಪಂಚಾಯಿತಿ ವ್ಯಾಪ್ತಿಯಲ್ಲಿ ಎಸ್ ಸಿ ಕುಡಿಯುವ ನೀರಿನ ಯೋಜನೆಯಡಿ ತೆಗೆದುಕೊಂಡಿರುವ ವಿವಿಧ ಅಭಿವೃದ್ಧಿ ಕಾಮಗಾರಿಗಳನ್ನು ನಿರ್ವಹಿಸಲು ಅರ್ಹ ಗುತ್ತಿಗೆದಾರರಿಂದ ಕರ್ನಾಟಕ ಲೋಕೋಪಯೋಗಿ ಇಲಾಖೆ ನೋಂದಣಿಯಾದ ಇ-ಪ್ರೊಕ್ಯೂರ್‌ಮೆಂಟ್ ಪೋರ್ಟಲ್ ನಲ್ಲಿ ಇಂಡೆಂಟ್ ಸಂಖ್ಯೆ: DMA/2025-26/WS/WORK_INDENT41232,ರ ಟೆಂಡರ್ ಗಳಿಗೆ ನೊಂದಾಯಿಸಲ್ಪಟ್ಟ ಅರ್ಹ ದರ್ಜೆಯ ಸಿವಿಲ್ ಗುತ್ತಿಗೆದಾರರಿಂದ ಟೆಂಡರ್ ಆಹ್ವಾನಿಸಲಾಗಿದೆ. ಇ-ಪ್ರೊಕ್ಯೂರ್‌ಮೆಂಟ್ ದಾಖಲೆಗಳನ್ನು ಇಲಾಖಾ ವೆಬ್‌ಸೈಟ್ https://kppp.karnataka.gov.in/ ಮೂಲಕ ಸಲ್ಲಿಸಬೇಕು. ಹೆಚ್ಚಿನ ವಿವರಗಳಿಗಾಗಿ ಈ ಕಛೇರಿಯ www.huliyartown.gov.in ವೆಬ್‌ಸೈಟ್ ನಲ್ಲಿ ನೋಡಬಹುದು ಮತ್ತು ಕಛೇರಿ ವೇಳೆಯಲ್ಲಿ ಕಛೇರಿಯನ್ನು ಸಂಪರ್ಕಿಸಬಹುದು.: [50, 1896, 741, 1989]
- decision-item: • ಹುಲಿಯೂರುದುರ್ಗ 240 ಕಾಮಗಾರಿ ಶೀಘ್ರ ಆಗಬೇಕು,: [345, 608, 898, 631]
- tender-ref: ನಂ.ಪ.ಪಂ:ತಾಂತ್ರಿಕ/3/2025-26: [50, 1821, 234, 1839]
- express-column-1: [580, 1006, 911, 1759]
- notice-date: ದಿನಾಂಕ: 03.06.2025: [333, 1264, 426, 1276]
- paragraph: ಮಾಡಲಾಗಿ ಎಕ್ಸ್‌ಪ್ರೆಸ್ ಕೆನಾಲ್ ಕಾಮಗಾರಿಯನ್ನು ನಾವು ವಿರೋಧಿಸುತ್ತೇವೆ, ಮಾಗಡಿ ಹಾಗೂ ರಾಮನಗರ ಜಿಲ್ಲೆಗೆ ನೀರು ತೆಗೆದುಕೊಂಡು ಹೋಗಲು ಡಿ.ಕೆ.ಶಿವಕುಮಾರ್ ಅವರು ಹುನ್ನಾರ ನಡೆಸುತ್ತಿದ್ದಾರೆ. ಶಿರಾ, ಮಧುಗಿರಿ, ಪಾವಗಡ ತಾಲ್ಲೂಕುಗಳಿಗೆ ಇನ್ನೂ ಸರಿಯಾಗಿ ನೀರು ಬರುತ್ತಿಲ್ಲ, ಕಾಮಗಾರಿ ವಿಳಂಬವಾಗಿದೆ ಎಂದರು. ಪತ್ರಿಕಾಗೋಷ್ಠಿಯಲ್ಲಿ ನಗರ ಬಿಜೆಪಿ ಅಧ್ಯಕ್ಷ ಗಿರಿಧರ್, ಮಾಜಿ ಬಿಜೆಪಿ ಅಧ್ಯಕ್ಷ ರಂಗಸ್ವಾಮಿ, ಸೂಡಾ ಮಾಜಿ ಅಧ್ಯಕ್ಷ ಈರಣ್ಣ, ನಗರಸಭಾ ಸದಸ್ಯರು, ಮುಖಂಡರಾದ ನೇರಳಗುಡ್ಡ ಶಿವಕುಮಾರ್, ಇಸ್ಲಾಂಪುರ ವಿಜಯ್ ಕುಮಾರ್, ಚಿಕ್ಕನಹಳ್ಳಿ ಕರಿಯಣ್ಣ, ಪ್ರಕಾಶ್, ಶಿವಕುಮಾರ್, ಬೊಪ್ಪರಾಯಪ್ಪ, ಬಾಬಣ್ಣ, ಮಹಾಲಕ್ಷ್ಮಮ್ಮ, ಅಂಜಿನಪ್ಪ, ಪದ್ಮ ಮಂಜುನಾಥ್, ಲಲಿತಮ್ಮ, ಯಶಸ್ವಿನಿ ಸೇರಿದಂತೆ ಹಲವರು ಹಾಜರಿದ್ದರು.: [1199, 1295, 1470, 1534]
- decisions-box: [343, 506, 901, 753]
- tender-district: ಚಿಕ್ಕನಾಯಕನಹಳ್ಳಿ ತಾಲ್ಲೂಕು, ತುಮಕೂರು ಜಿಲ್ಲೆ: [294, 1776, 593, 1798]
- signatory: ಸಹಿ/- ನಾಗಭೂಷಣ್ ಮುಖ್ಯಾಧಿಕಾರಿ ಪಟ್ಟಣ ಪಂಚಾಯಿತಿ ಹುಳಿಯಾರು: [619, 2146, 694, 2233]
- ad-phone-1: 9060001842: [457, 1313, 555, 1335]
- masthead-volume: Volume:09,: [953, 8, 1033, 27]
- footer-divider: [39, 2291, 1470, 2293]
